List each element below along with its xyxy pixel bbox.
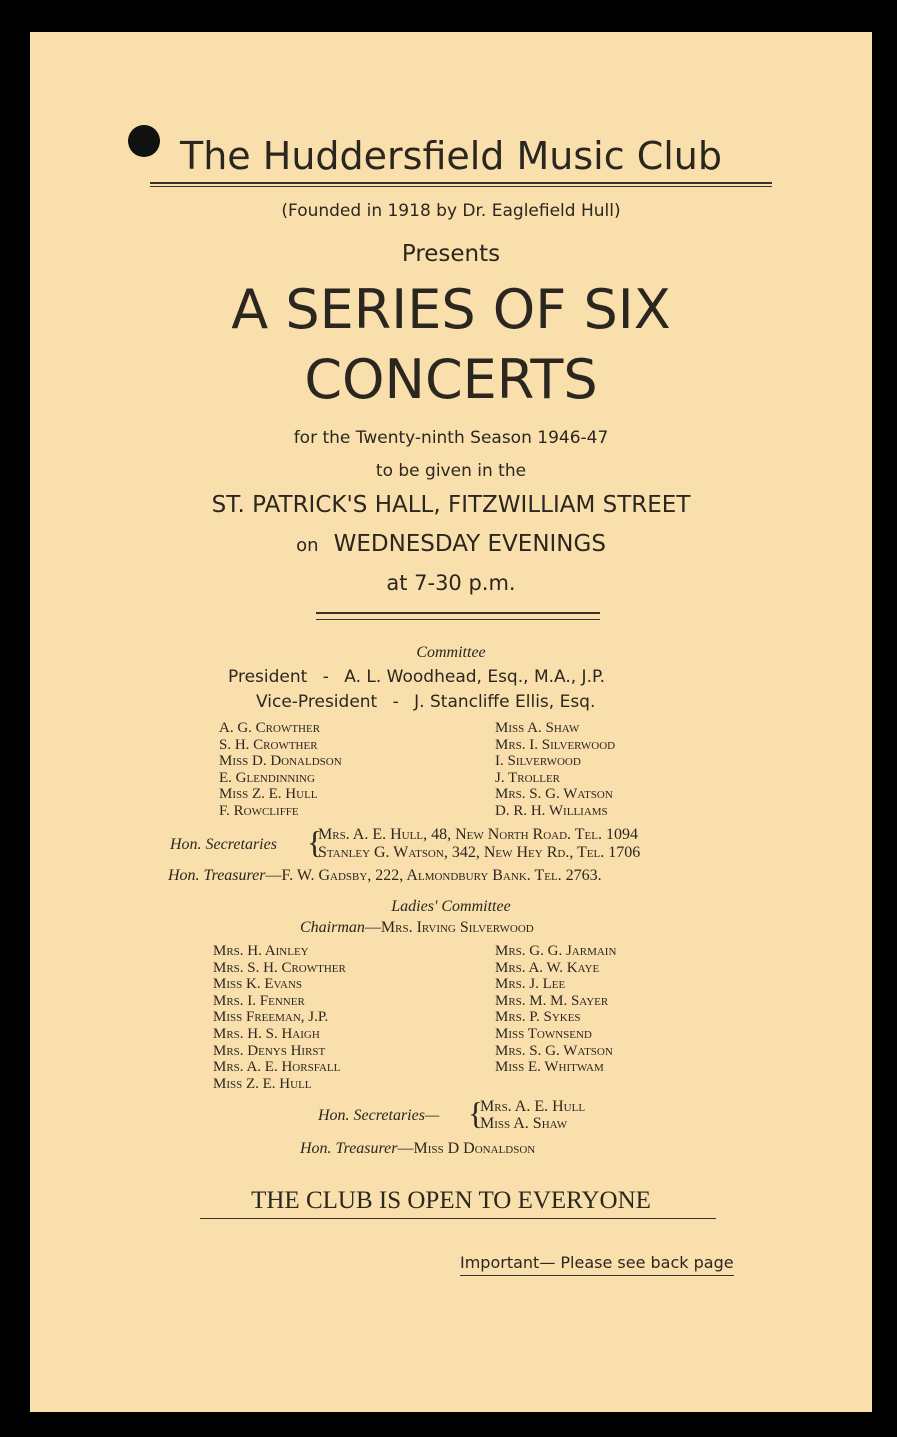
committee-secretary-2: Stanley G. Watson, 342, New Hey Rd., Tel. 1706 (318, 844, 641, 861)
vice-president-name: J. Stancliffe Ellis, Esq. (414, 692, 596, 712)
list-item: Mrs. I. Fenner (213, 992, 305, 1009)
club-open-underline (200, 1218, 716, 1219)
program-leaflet (30, 32, 872, 1412)
given-line: to be given in the (375, 461, 527, 481)
ladies-secretaries-label: Hon. Secretaries— (318, 1107, 440, 1124)
list-item: Mrs. P. Sykes (495, 1009, 581, 1026)
ladies-members-left (213, 943, 346, 1092)
list-item: Mrs. G. G. Jarmain (495, 943, 617, 959)
list-item: Miss K. Evans (213, 976, 303, 993)
list-item: F. Rowcliffe (219, 802, 299, 819)
title-rule-bottom (150, 186, 772, 187)
committee-treasurer-name: —F. W. Gadsby, 222, Almondbury Bank. Tel. 2763. (265, 867, 602, 884)
list-item: J. Troller (495, 769, 561, 786)
list-item: Mrs. A. E. Horsfall (213, 1059, 341, 1076)
list-item: Mrs. S. G. Watson (495, 786, 613, 803)
headline-line-2: CONCERTS (304, 348, 598, 411)
day-text: WEDNESDAY EVENINGS (333, 531, 606, 557)
list-item: Mrs. J. Lee (495, 976, 566, 993)
list-item: I. Silverwood (495, 753, 581, 770)
committee-members-left (219, 720, 342, 820)
list-item: Miss E. Whitwam (495, 1059, 604, 1076)
list-item: E. Glendinning (219, 769, 315, 786)
president-name: A. L. Woodhead, Esq., M.A., J.P. (344, 667, 605, 687)
headline-line-1: A SERIES OF SIX (231, 278, 671, 341)
president-label: President (228, 667, 308, 687)
day-line (30, 528, 872, 562)
ladies-secretary-2: Miss A. Shaw (480, 1115, 568, 1132)
list-item: Miss Townsend (495, 1025, 592, 1042)
brace-glyph: { (468, 1095, 484, 1131)
ladies-treasurer-name: —Miss D Donaldson (397, 1140, 536, 1157)
committee-heading: Committee (416, 644, 486, 661)
season-line: for the Twenty-ninth Season 1946-47 (293, 428, 609, 448)
ladies-treasurer-label: Hon. Treasurer (300, 1140, 398, 1157)
venue-line: ST. PATRICK'S HALL, FITZWILLIAM STREET (211, 492, 691, 518)
vice-president-line: Vice-President - J. Stancliffe Ellis, Esq. (256, 692, 596, 712)
ladies-heading: Ladies' Committee (391, 898, 511, 915)
day-prefix: on (296, 535, 319, 556)
list-item: Mrs. I. Silverwood (495, 736, 616, 753)
list-item: Mrs. A. W. Kaye (495, 959, 600, 976)
list-item: A. G. Crowther (219, 720, 321, 736)
committee-treasurer-line (168, 866, 602, 886)
president-line: President - A. L. Woodhead, Esq., M.A., J.P. (228, 667, 605, 687)
time-line: at 7-30 p.m. (386, 571, 516, 595)
list-item: Mrs. M. M. Sayer (495, 992, 609, 1009)
presents-line: Presents (401, 241, 501, 267)
list-item: Miss Freeman, J.P. (213, 1009, 329, 1026)
ladies-chairman-label: Chairman (300, 919, 365, 936)
section-rule-top (316, 612, 600, 614)
list-item: Mrs. H. Ainley (213, 943, 309, 959)
ladies-treasurer-line (300, 1139, 535, 1159)
list-item: Mrs. S. G. Watson (495, 1042, 613, 1059)
club-open-line: THE CLUB IS OPEN TO EVERYONE (251, 1187, 651, 1214)
section-rule-bottom (316, 619, 600, 620)
title-rule-top (150, 182, 772, 184)
ladies-chairman-line (300, 918, 534, 938)
list-item: S. H. Crowther (219, 736, 318, 753)
ladies-secretary-1: Mrs. A. E. Hull (480, 1098, 586, 1115)
back-page-note: Important— Please see back page (460, 1252, 734, 1276)
ladies-chairman-name: —Mrs. Irving Silverwood (364, 919, 534, 936)
vice-president-label: Vice-President (256, 692, 378, 712)
club-title: The Huddersfield Music Club (179, 134, 723, 178)
founded-line: (Founded in 1918 by Dr. Eaglefield Hull) (281, 201, 621, 221)
list-item: Mrs. H. S. Haigh (213, 1025, 320, 1042)
list-item: Mrs. Denys Hirst (213, 1042, 326, 1059)
list-item: Miss Z. E. Hull (213, 1075, 312, 1092)
committee-members-right (495, 720, 615, 820)
list-item: Miss A. Shaw (495, 720, 580, 736)
committee-secretary-1: Mrs. A. E. Hull, 48, New North Road. Tel. 1094 (318, 826, 638, 843)
list-item: D. R. H. Williams (495, 802, 608, 819)
committee-secretaries-label: Hon. Secretaries (170, 836, 277, 853)
list-item: Mrs. S. H. Crowther (213, 959, 346, 976)
ladies-members-right (495, 943, 616, 1076)
committee-treasurer-label: Hon. Treasurer (168, 867, 266, 884)
list-item: Miss D. Donaldson (219, 753, 342, 770)
list-item: Miss Z. E. Hull (219, 786, 318, 803)
brace-glyph: { (307, 824, 323, 860)
